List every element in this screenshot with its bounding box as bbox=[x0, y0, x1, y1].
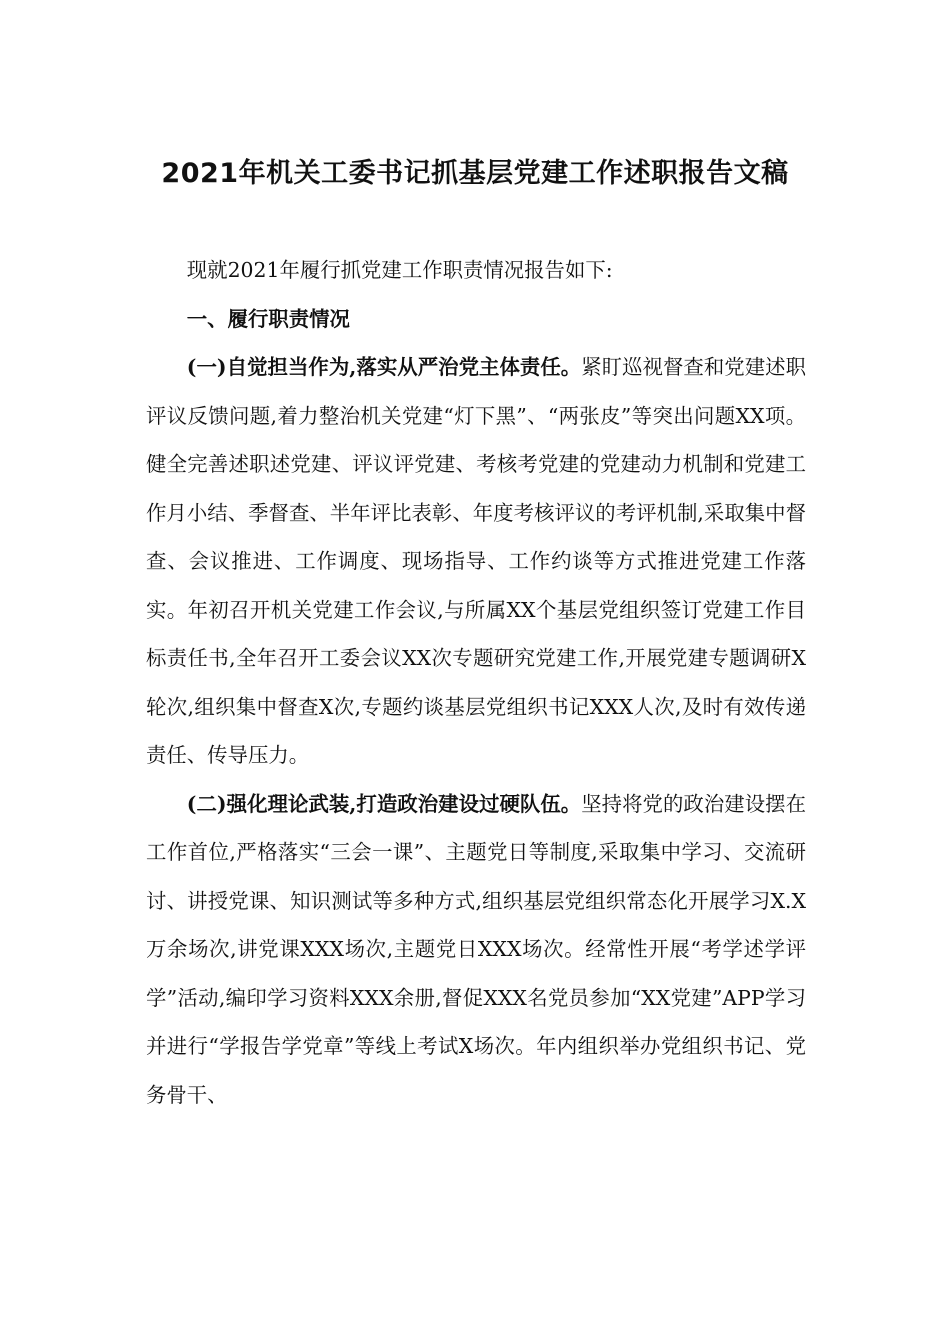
document-body bbox=[146, 246, 806, 1119]
paragraph-1-text: 紧盯巡视督查和党建述职评议反馈问题,着力整治机关党建“灯下黑”、“两张皮”等突出问题XX项。健全完善述职述党建、评议评党建、考核考党建的党建动力机制和党建工作月小结、季督查、半年评比表彰、年度考核评议的考评机制,采取集中督查、会议推进、工作调度、现场指导、工作约谈等方式推进党建工作落实。年初召开机关党建工作会议,与所属XX个基层党组织签订党建工作目标责任书,全年召开工委会议XX次专题研究党建工作,开展党建专题调研X轮次,组织集中督查X次,专题约谈基层党组织书记XXX人次,及时有效传递责任、传导压力。 bbox=[146, 355, 806, 767]
paragraph-1 bbox=[146, 343, 806, 780]
section-heading: 一、履行职责情况 bbox=[186, 306, 350, 331]
intro-paragraph: 现就2021年履行抓党建工作职责情况报告如下: bbox=[186, 258, 613, 282]
paragraph-2 bbox=[146, 780, 806, 1120]
document-title: 2021年机关工委书记抓基层党建工作述职报告文稿 bbox=[161, 158, 789, 189]
paragraph-1-lead: (一)自觉担当作为,落实从严治党主体责任。 bbox=[186, 355, 582, 379]
paragraph-2-text: 坚持将党的政治建设摆在工作首位,严格落实“三会一课”、主题党日等制度,采取集中学习、交流研讨、讲授党课、知识测试等多种方式,组织基层党组织常态化开展学习X.X万余场次,讲党课XXX场次,主题党日XXX场次。经常性开展“考学述学评学”活动,编印学习资料XXX余册,督促XXX名党员参加“XX党建”APP学习并进行“学报告学党章”等线上考试X场次。年内组织举办党组织书记、党务骨干、 bbox=[146, 791, 806, 1107]
paragraph-2-lead: (二)强化理论武装,打造政治建设过硬队伍。 bbox=[186, 791, 582, 816]
